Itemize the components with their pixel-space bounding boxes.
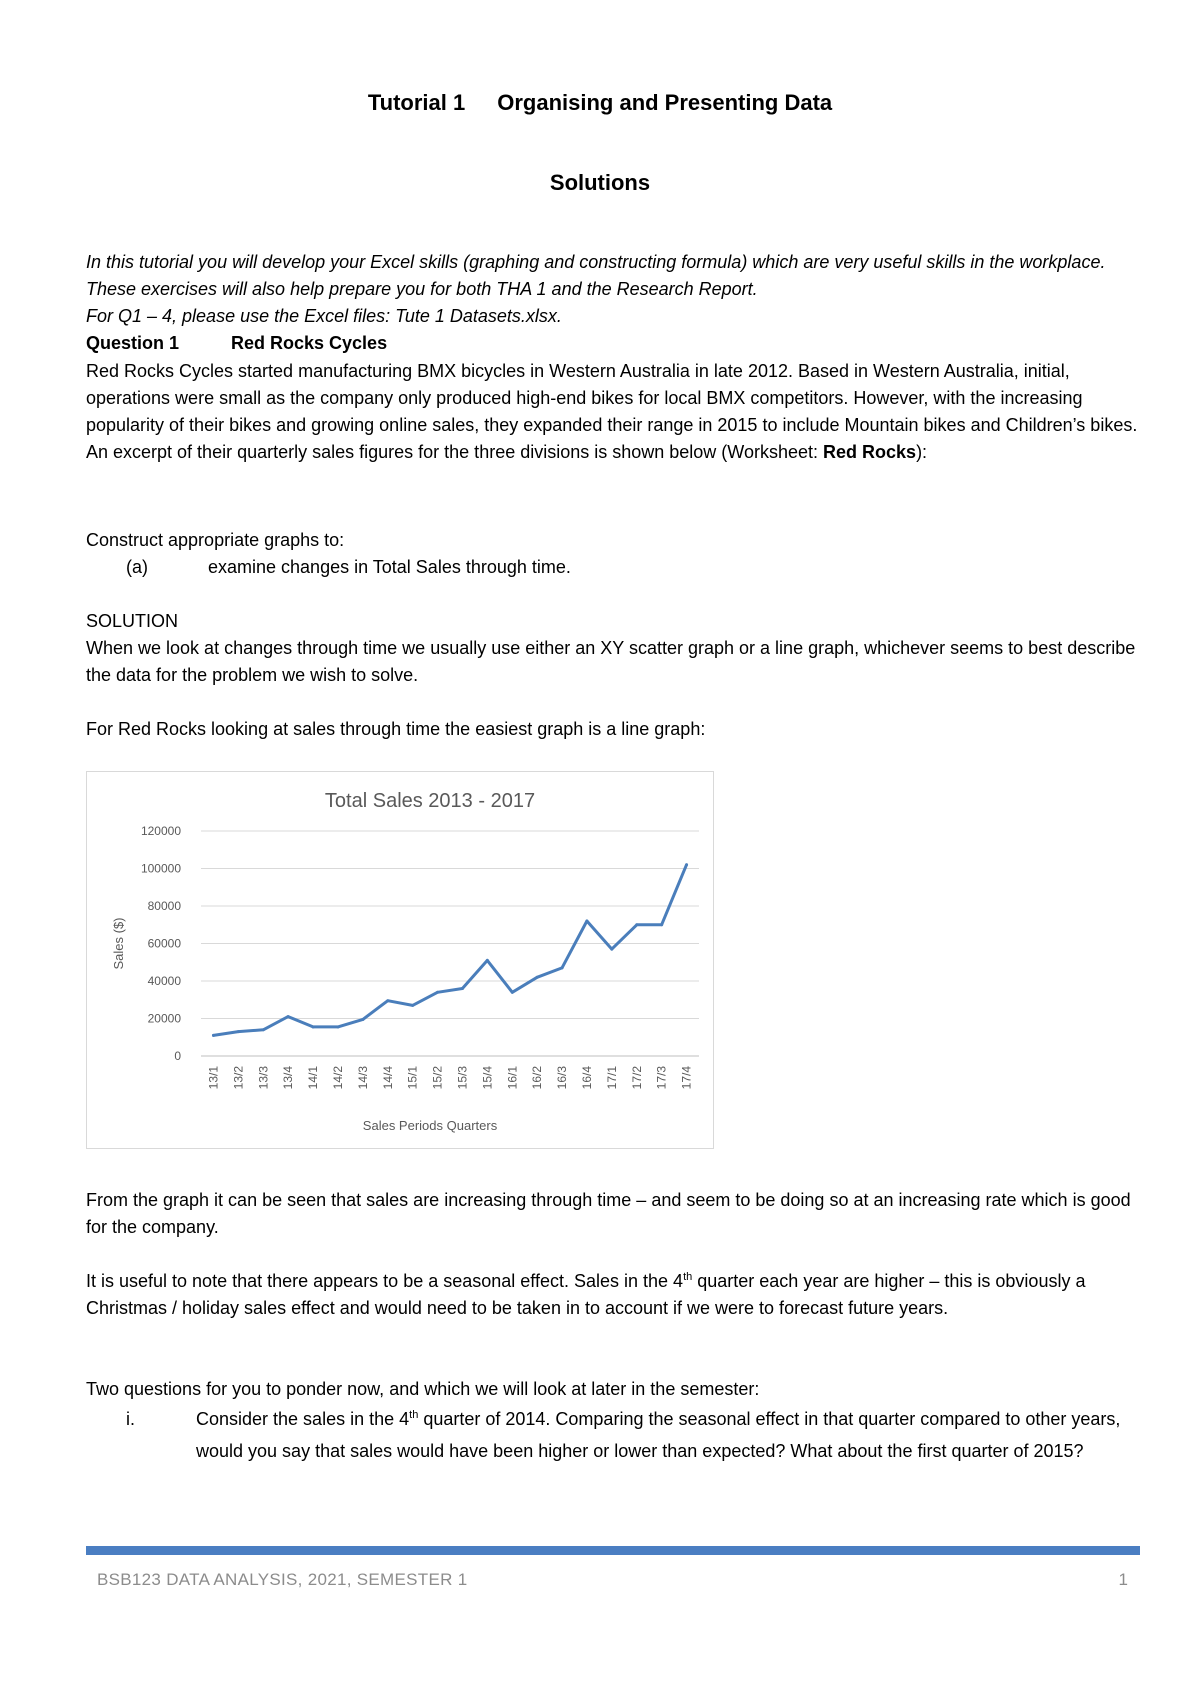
data-point xyxy=(386,999,389,1002)
x-tick-label: 15/2 xyxy=(430,1066,445,1090)
worksheet-name: Red Rocks xyxy=(823,442,917,462)
page-subtitle: Solutions xyxy=(549,170,651,195)
intro-paragraph xyxy=(86,249,1146,330)
intro-text: In this tutorial you will develop your Excel skills (graphing and constructing formula) which are very useful skills in the workplace. These exercises will also help prepare you for both THA 1 and the Research Report. xyxy=(86,252,1106,299)
x-tick-label: 16/3 xyxy=(555,1066,570,1090)
x-axis-label: Sales Periods Quarters xyxy=(362,1118,498,1133)
data-point xyxy=(411,1004,414,1007)
data-point xyxy=(610,948,613,951)
x-tick-label: 13/2 xyxy=(231,1066,246,1090)
data-point xyxy=(660,923,663,926)
y-tick-label: 60000 xyxy=(147,936,181,951)
x-tick-label: 14/1 xyxy=(306,1066,321,1090)
question-title: Red Rocks Cycles xyxy=(231,333,388,353)
question-1-description xyxy=(86,358,1146,466)
data-point xyxy=(486,959,489,962)
x-tick-label: 16/4 xyxy=(579,1066,594,1090)
data-point xyxy=(635,923,638,926)
data-point xyxy=(511,991,514,994)
total-sales-chart xyxy=(86,771,714,1149)
title-topic: Organising and Presenting Data xyxy=(497,90,833,115)
construct-instruction: Construct appropriate graphs to: xyxy=(86,530,345,550)
data-point xyxy=(461,987,464,990)
chart-title: Total Sales 2013 - 2017 xyxy=(324,790,536,812)
solution-heading: SOLUTION xyxy=(86,611,179,631)
y-tick-label: 120000 xyxy=(140,824,181,838)
question-label: Question 1 xyxy=(86,333,180,353)
analysis-paragraph-2 xyxy=(86,1268,1146,1322)
item-i-text-a: Consider the sales in the 4 xyxy=(196,1409,410,1429)
y-axis-label: Sales ($) xyxy=(111,917,126,970)
data-point xyxy=(561,966,564,969)
solution-paragraph-1: When we look at changes through time we usually use either an XY scatter graph or a line graph, whichever seems to best describe the data for the problem we wish to solve. xyxy=(86,638,1136,685)
data-point xyxy=(287,1015,290,1018)
data-point xyxy=(536,976,539,979)
y-tick-label: 80000 xyxy=(147,899,181,913)
x-tick-label: 16/1 xyxy=(505,1066,520,1090)
x-tick-label: 14/3 xyxy=(355,1066,370,1090)
x-tick-label: 13/3 xyxy=(256,1066,271,1090)
seasonal-text-b: quarter each year are higher – this is obviously a Christmas / holiday sales effect and would need to be taken in to account if we were to forecast future years. xyxy=(86,1271,1086,1318)
y-tick-label: 100000 xyxy=(140,861,181,876)
title-tutorial-number: Tutorial 1 xyxy=(367,90,466,115)
item-i-ordinal: th xyxy=(409,1409,419,1421)
seasonal-text-a: It is useful to note that there appears to be a seasonal effect. Sales in the 4 xyxy=(86,1271,684,1291)
x-tick-label: 14/2 xyxy=(330,1066,345,1090)
analysis-paragraph-1: From the graph it can be seen that sales are increasing through time – and seem to be doing so at an increasing rate which is good for the company. xyxy=(86,1190,1131,1237)
data-point xyxy=(312,1025,315,1028)
description-end: ): xyxy=(916,442,928,462)
footer-course: BSB123 DATA ANALYSIS, 2021, SEMESTER 1 xyxy=(97,1570,468,1589)
data-point xyxy=(212,1034,215,1037)
data-point xyxy=(436,991,439,994)
item-i-text xyxy=(196,1403,1146,1467)
ponder-intro: Two questions for you to ponder now, and which we will look at later in the semester: xyxy=(86,1379,760,1399)
page-title xyxy=(0,90,1200,116)
x-tick-label: 17/2 xyxy=(629,1066,644,1090)
data-point xyxy=(685,863,688,866)
data-point xyxy=(585,920,588,923)
ordinal-suffix: th xyxy=(683,1271,693,1283)
intro-files-note: For Q1 – 4, please use the Excel files: Tute 1 Datasets.xlsx. xyxy=(86,306,562,326)
item-a-label: (a) xyxy=(126,557,148,577)
item-a-text: examine changes in Total Sales through time. xyxy=(208,557,571,577)
data-point xyxy=(262,1028,265,1031)
x-tick-label: 14/4 xyxy=(380,1066,395,1090)
description-text: Red Rocks Cycles started manufacturing BMX bicycles in Western Australia in late 2012. Based in Western Australia, initial, operations were small as the company only produced high-end bikes for local BMX competitors. However, with the increasing popularity of their bikes and growing online sales, they expanded their range in 2015 to include Mountain bikes and Children’s bikes. An excerpt of their quarterly sales figures for the three divisions is shown below (Worksheet: xyxy=(86,361,1138,462)
question-1-heading xyxy=(86,330,1146,357)
solution-paragraph-2: For Red Rocks looking at sales through time the easiest graph is a line graph: xyxy=(86,719,706,739)
x-tick-label: 17/1 xyxy=(604,1066,619,1090)
y-tick-label: 40000 xyxy=(147,974,181,988)
data-point xyxy=(361,1018,364,1021)
footer-page-number: 1 xyxy=(1118,1570,1128,1589)
data-point xyxy=(336,1025,339,1028)
item-i-label: i. xyxy=(126,1409,135,1429)
item-i-text-b: quarter of 2014. Comparing the seasonal effect in that quarter compared to other years, would you say that sales would have been higher or lower than expected? What about the first quarter of 2015? xyxy=(196,1409,1121,1461)
x-tick-label: 17/3 xyxy=(654,1066,669,1090)
data-point xyxy=(237,1030,240,1033)
x-tick-label: 15/1 xyxy=(405,1066,420,1090)
x-tick-label: 15/4 xyxy=(480,1066,495,1090)
x-tick-label: 13/1 xyxy=(206,1066,221,1090)
y-tick-label: 20000 xyxy=(147,1011,181,1026)
series-line-total-sales xyxy=(214,865,687,1036)
x-tick-label: 13/4 xyxy=(281,1066,296,1090)
chart-canvas xyxy=(87,772,713,1148)
x-tick-label: 16/2 xyxy=(530,1066,545,1090)
x-tick-label: 15/3 xyxy=(455,1066,470,1090)
x-tick-label: 17/4 xyxy=(679,1066,694,1090)
y-tick-label: 0 xyxy=(174,1049,181,1063)
footer-divider xyxy=(86,1546,1140,1555)
